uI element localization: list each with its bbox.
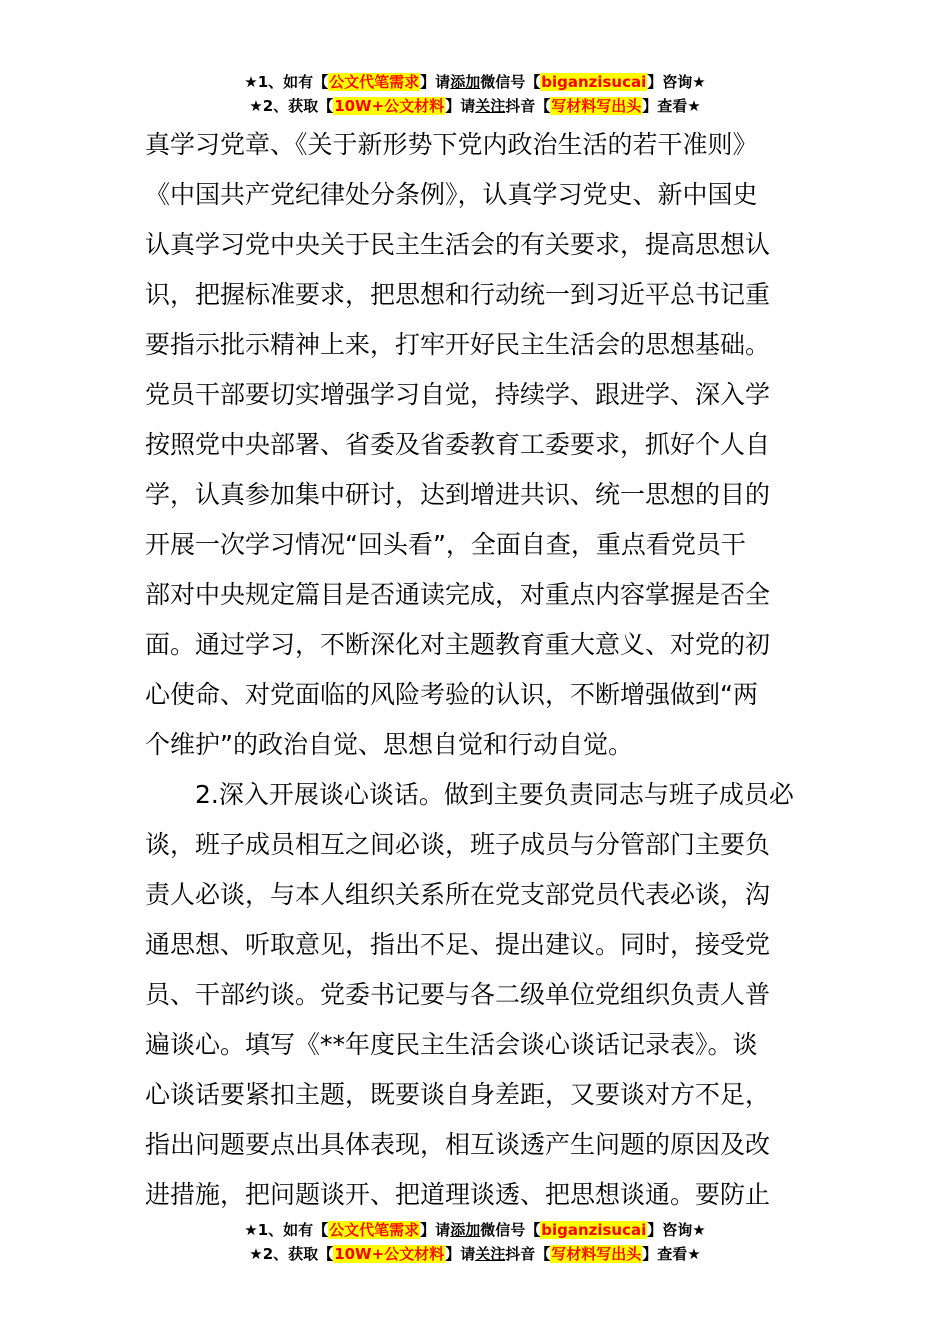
body-line: 面。通过学习，不断深化对主题教育重大意义、对党的初 bbox=[145, 630, 771, 659]
banner-text: 】咨询★ bbox=[647, 73, 706, 91]
body-line: 认真学习党中央关于民主生活会的有关要求，提高思想认 bbox=[145, 230, 771, 259]
banner-text: ★1、如有【 bbox=[244, 1221, 329, 1239]
banner-follow: 关注 bbox=[475, 1245, 506, 1263]
body-line: 党员干部要切实增强学习自觉，持续学、跟进学、深入学 bbox=[145, 380, 771, 409]
body-line: 识，把握标准要求，把思想和行动统一到习近平总书记重 bbox=[145, 280, 771, 309]
body-line: 心使命、对党面临的风险考验的认识，不断增强做到“两 bbox=[145, 680, 758, 709]
banner-text: 】查看★ bbox=[642, 1245, 701, 1263]
banner-text: 微信号【 bbox=[480, 1221, 541, 1239]
banner-text: ★1、如有【 bbox=[244, 73, 329, 91]
banner-text: 】请 bbox=[420, 1221, 451, 1239]
highlight-wechat-id: biganzisucai bbox=[541, 1221, 647, 1239]
body-line: 要指示批示精神上来，打牢开好民主生活会的思想基础。 bbox=[145, 330, 771, 359]
body-line: 心谈话要紧扣主题，既要谈自身差距，又要谈对方不足， bbox=[145, 1080, 771, 1109]
highlight-wechat-id: biganzisucai bbox=[541, 73, 647, 91]
body-line: 部对中央规定篇目是否通读完成，对重点内容掌握是否全 bbox=[145, 580, 771, 609]
body-line: 开展一次学习情况“回头看”，全面自查，重点看党员干 bbox=[145, 530, 746, 559]
highlight-materials: 10W+公文材料 bbox=[334, 1245, 445, 1263]
body-line: 遍谈心。填写《**年度民主生活会谈心谈话记录表》。谈 bbox=[145, 1030, 758, 1059]
banner-add: 添加 bbox=[450, 73, 481, 91]
banner-text: 】请 bbox=[445, 97, 476, 115]
section-heading-line: 2.深入开展谈心谈话。做到主要负责同志与班子成员必 bbox=[195, 780, 794, 809]
body-line: 进措施，把问题谈开、把道理谈透、把思想谈通。要防止 bbox=[145, 1180, 771, 1209]
banner-text: 微信号【 bbox=[480, 73, 541, 91]
body-line: 个维护”的政治自觉、思想自觉和行动自觉。 bbox=[145, 730, 633, 759]
highlight-materials: 10W+公文材料 bbox=[334, 97, 445, 115]
banner-line-2 bbox=[0, 94, 950, 118]
body-line: 学，认真参加集中研讨，达到增进共识、统一思想的目的 bbox=[145, 480, 771, 509]
banner-line-2 bbox=[0, 1242, 950, 1266]
header-banner bbox=[0, 70, 950, 118]
body-line: 真学习党章、《关于新形势下党内政治生活的若干准则》 bbox=[145, 130, 758, 159]
highlight-need: 公文代笔需求 bbox=[329, 1221, 420, 1239]
banner-text: 抖音【 bbox=[505, 1245, 551, 1263]
banner-text: 】请 bbox=[445, 1245, 476, 1263]
footer-banner bbox=[0, 1218, 950, 1266]
body-line: 责人必谈，与本人组织关系所在党支部党员代表必谈，沟 bbox=[145, 880, 771, 909]
banner-add: 添加 bbox=[450, 1221, 481, 1239]
banner-text: 】查看★ bbox=[642, 97, 701, 115]
banner-text: ★2、获取【 bbox=[249, 97, 334, 115]
body-line: 按照党中央部署、省委及省委教育工委要求，抓好个人自 bbox=[145, 430, 771, 459]
highlight-douyin-id: 写材料写出头 bbox=[551, 1245, 642, 1263]
body-line: 通思想、听取意见，指出不足、提出建议。同时，接受党 bbox=[145, 930, 771, 959]
banner-text: 抖音【 bbox=[505, 97, 551, 115]
highlight-douyin-id: 写材料写出头 bbox=[551, 97, 642, 115]
banner-line-1 bbox=[0, 70, 950, 94]
body-line: 员、干部约谈。党委书记要与各二级单位党组织负责人普 bbox=[145, 980, 771, 1009]
body-line: 谈，班子成员相互之间必谈，班子成员与分管部门主要负 bbox=[145, 830, 771, 859]
banner-follow: 关注 bbox=[475, 97, 506, 115]
body-line: 《中国共产党纪律处分条例》，认真学习党史、新中国史 bbox=[145, 180, 758, 209]
banner-line-1 bbox=[0, 1218, 950, 1242]
document-body bbox=[145, 120, 807, 1220]
banner-text: 】咨询★ bbox=[647, 1221, 706, 1239]
banner-text: 】请 bbox=[420, 73, 451, 91]
highlight-need: 公文代笔需求 bbox=[329, 73, 420, 91]
body-line: 指出问题要点出具体表现，相互谈透产生问题的原因及改 bbox=[145, 1130, 771, 1159]
banner-text: ★2、获取【 bbox=[249, 1245, 334, 1263]
